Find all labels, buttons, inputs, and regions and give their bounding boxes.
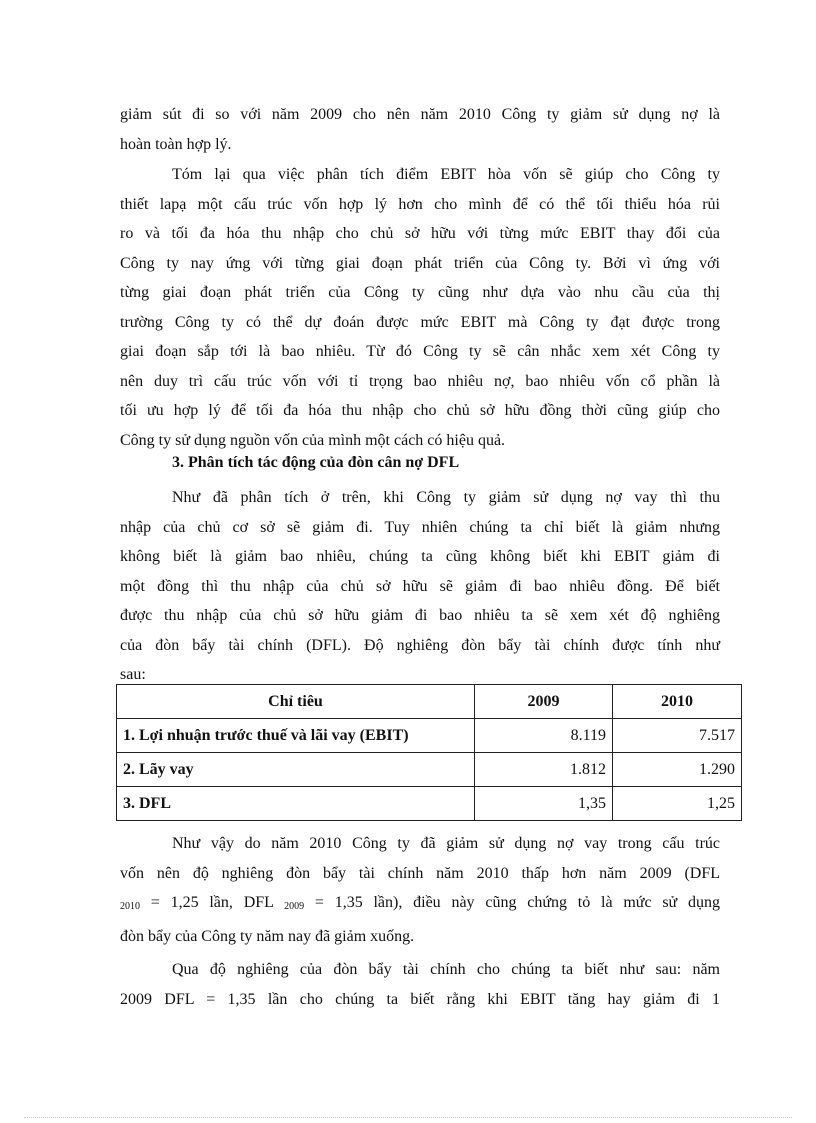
- text-line: vốn nên độ nghiêng đòn bẩy tài chính năm 2010 thấp hơn năm 2009 (DFL: [120, 864, 720, 882]
- text-line: [120, 829, 720, 859]
- text-line: Công ty nay ứng với từng giai đoạn phát triển của Công ty. Bởi vì ứng với: [120, 254, 720, 272]
- column-header: Chỉ tiêu: [117, 685, 475, 719]
- text-line: thiết lapạ một cấu trúc vốn hợp lý hơn cho mình để có thể tối thiểu hóa rủi: [120, 195, 720, 213]
- subscript-2009: 2009: [284, 901, 305, 912]
- text-line: [120, 160, 720, 190]
- dfl-table: [116, 684, 742, 821]
- text-line: tối ưu hợp lý để tối đa hóa thu nhập cho chủ sở hữu đồng thời cũng giúp cho: [120, 402, 720, 419]
- page-bottom-border: [24, 1117, 792, 1118]
- row-label: 3. DFL: [117, 787, 475, 821]
- text-segment: = 1,35 lần), điều này cũng chứng tỏ là mức sử dụng: [304, 894, 721, 911]
- text-line: Công ty sử dụng nguồn vốn của mình một cách có hiệu quả.: [120, 431, 506, 449]
- paragraph-5: [120, 955, 720, 1014]
- paragraph-1: [120, 100, 720, 159]
- paragraph-3: [120, 483, 720, 690]
- text-line-content: Như vậy do năm 2010 Công ty đã giảm sử dụng nợ vay trong cấu trúc: [172, 835, 720, 852]
- text-line: của đòn bẩy tài chính (DFL). Độ nghiêng đòn bẩy tài chính được tính như: [120, 636, 720, 654]
- text-line: [120, 955, 720, 985]
- text-line: không biết là giảm bao nhiêu, chúng ta cũng không biết khi EBIT giảm đi: [120, 548, 720, 565]
- text-line: 2009 DFL = 1,35 lần cho chúng ta biết rằng khi EBIT tăng hay giảm đi 1: [120, 990, 720, 1008]
- table-header-row: [117, 685, 742, 719]
- text-line: giai đoạn sắp tới là bao nhiêu. Từ đó Công ty sẽ cân nhắc xem xét Công ty: [120, 343, 720, 360]
- table-row: [117, 753, 742, 787]
- column-header: 2010: [613, 685, 742, 719]
- text-line: [120, 483, 720, 513]
- text-line: sau:: [120, 666, 146, 683]
- cell-value: 1.290: [613, 753, 742, 787]
- cell-value: 1,25: [613, 787, 742, 821]
- subscript-2010: 2010: [120, 901, 140, 912]
- text-line: từng giai đoạn phát triển của Công ty cũng như dựa vào nhu cầu của thị: [120, 284, 720, 301]
- cell-value: 7.517: [613, 719, 742, 753]
- table-row: [117, 719, 742, 753]
- table-row: [117, 787, 742, 821]
- text-line: được thu nhập của chủ sở hữu giảm đi bao nhiêu ta sẽ xem xét độ nghiêng: [120, 607, 720, 624]
- text-line-content: Tóm lại qua việc phân tích điểm EBIT hòa vốn sẽ giúp cho Công ty: [172, 166, 720, 183]
- row-label: 2. Lãy vay: [117, 753, 475, 787]
- text-line: trường Công ty có thể dự đoán được mức EBIT mà Công ty đạt được trong: [120, 313, 720, 331]
- text-line-content: Như đã phân tích ở trên, khi Công ty giảm sử dụng nợ vay thì thu: [172, 489, 720, 506]
- row-label: 1. Lợi nhuận trước thuế và lãi vay (EBIT): [117, 719, 475, 753]
- paragraph-2: [120, 160, 720, 455]
- cell-value: 8.119: [475, 719, 613, 753]
- text-line: đòn bẩy của Công ty năm nay đã giảm xuống.: [120, 927, 415, 945]
- cell-value: 1,35: [475, 787, 613, 821]
- cell-value: 1.812: [475, 753, 613, 787]
- text-line: [120, 888, 720, 922]
- text-line: nên duy trì cấu trúc vốn với tỉ trọng bao nhiêu nợ, bao nhiêu vốn cổ phần là: [120, 372, 720, 390]
- text-line: nhập của chủ cơ sở sẽ giảm đi. Tuy nhiên chúng ta chỉ biết là giảm nhưng: [120, 518, 720, 536]
- column-header: 2009: [475, 685, 613, 719]
- text-line: ro và tối đa hóa thu nhập cho chủ sở hữu với từng mức EBIT thay đổi của: [120, 225, 720, 242]
- section-heading: 3. Phân tích tác động của đòn cân nợ DFL: [172, 454, 460, 471]
- text-line: hoàn toàn hợp lý.: [120, 135, 232, 153]
- text-line-content: Qua độ nghiêng của đòn bẩy tài chính cho chúng ta biết như sau: năm: [172, 961, 720, 978]
- text-line: một đồng thì thu nhập của chủ sở hữu sẽ giảm đi bao nhiêu đồng. Để biết: [120, 577, 720, 595]
- text-segment: = 1,25 lần, DFL: [140, 894, 285, 911]
- paragraph-4: [120, 829, 720, 951]
- text-line: giảm sút đi so với năm 2009 cho nên năm 2010 Công ty giảm sử dụng nợ là: [120, 106, 720, 123]
